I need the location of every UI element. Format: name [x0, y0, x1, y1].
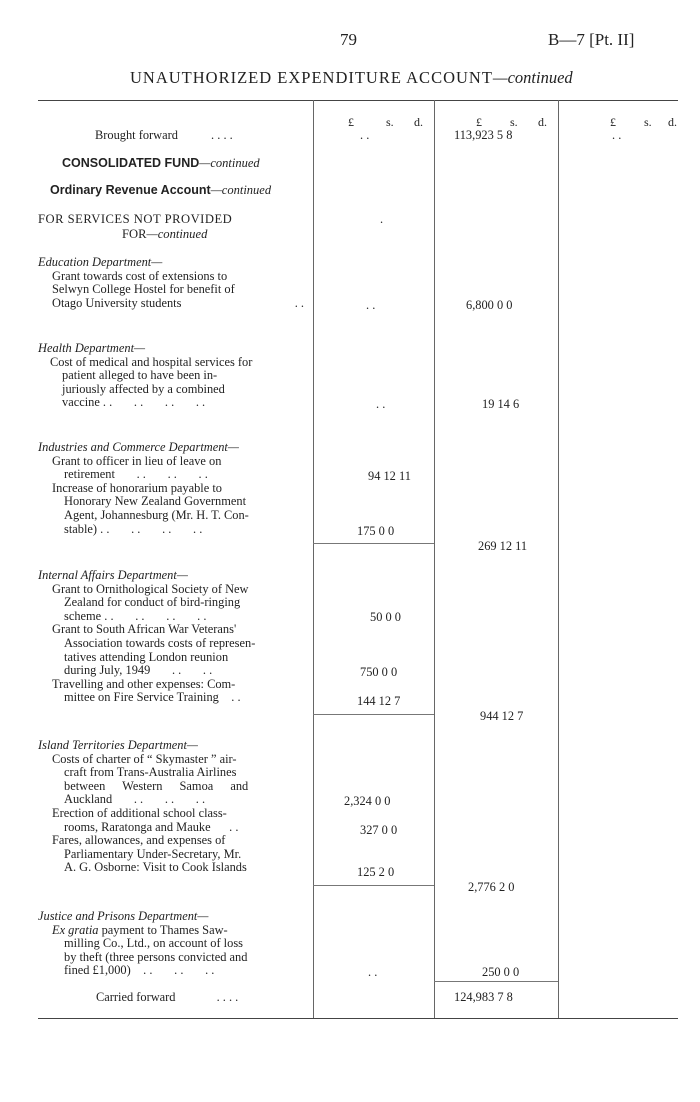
health-dept: Health Department— — [38, 341, 146, 355]
justice-item-1 — [38, 924, 304, 978]
justice-item1-line-4: fined £1,000) . . . . . . — [64, 963, 215, 978]
consolidated-fund-heading — [62, 156, 260, 171]
internal-item1-line-2: Zealand for conduct of bird-ringing — [64, 595, 241, 610]
island-item3-line-2: Parliamentary Under-Secretary, Mr. — [64, 846, 242, 861]
education-line-3: Otago University students — [52, 295, 182, 310]
internal-item2-line-4: during July, 1949 . . . . — [64, 663, 213, 678]
services-heading-line1: FOR SERVICES NOT PROVIDED — [38, 212, 233, 226]
island-dept: Island Territories Department— — [38, 738, 198, 752]
industries-item2-line-1: Increase of honorarium payable to — [52, 480, 222, 495]
industries-item-2 — [38, 482, 304, 536]
page-reference: B—7 [Pt. II] — [548, 30, 635, 49]
justice-col2: 250 0 0 — [482, 965, 520, 979]
island-item-2 — [38, 807, 304, 834]
top-rule — [38, 100, 678, 101]
education-dots: . . — [294, 295, 304, 310]
internal-section — [38, 569, 304, 705]
education-item — [38, 270, 304, 311]
brought-forward-col2: 113,923 5 8 — [454, 128, 513, 142]
internal-item1-amount: 50 0 0 — [370, 610, 401, 624]
industries-total: 269 12 11 — [478, 539, 528, 553]
industries-section — [38, 441, 304, 536]
col1-pounds-header: £ — [348, 115, 354, 129]
internal-subtotal-rule — [313, 714, 434, 715]
island-item1-amount: 2,324 0 0 — [344, 794, 391, 808]
justice-item1-line-1: payment to Thames Saw- — [101, 922, 228, 937]
col1-shillings-header: s. — [386, 115, 394, 129]
health-col2: 19 14 6 — [482, 397, 520, 411]
island-item2-line-1: Erection of additional school class- — [52, 805, 227, 820]
brought-forward-label: Brought forward — [95, 128, 178, 142]
education-col1: . . — [366, 298, 376, 312]
brought-forward-row — [95, 128, 233, 143]
internal-total: 944 12 7 — [480, 709, 524, 723]
industries-item2-amount: 175 0 0 — [357, 524, 395, 538]
col3-pounds-header: £ — [610, 115, 616, 129]
health-item — [38, 356, 304, 410]
carried-forward-dots: . . . . — [216, 990, 239, 1004]
island-item1-line-2: craft from Trans-Australia Airlines — [64, 765, 237, 780]
island-item3-line-3: A. G. Osborne: Visit to Cook Islands — [64, 860, 247, 875]
internal-item3-line-1: Travelling and other expenses: Com- — [52, 676, 236, 691]
ordinary-revenue-text: Ordinary Revenue Account — [50, 183, 211, 197]
industries-item-1 — [38, 455, 304, 482]
internal-item1-line-1: Grant to Ornithological Society of New — [52, 581, 249, 596]
page-title-text: UNAUTHORIZED EXPENDITURE ACCOUNT — [130, 68, 493, 87]
justice-section — [38, 910, 304, 978]
industries-item2-line-4: stable) . . . . . . . . — [64, 521, 203, 536]
column-divider-3 — [558, 100, 559, 1018]
island-subtotal-rule — [313, 885, 434, 886]
page-title-suffix: —continued — [492, 68, 573, 87]
justice-dept: Justice and Prisons Department— — [38, 909, 209, 923]
industries-item1-amount: 94 12 11 — [368, 469, 411, 483]
bottom-rule — [38, 1018, 678, 1019]
health-line-3: juriously affected by a combined — [62, 381, 225, 396]
internal-item2-line-2: Association towards costs of represen- — [64, 635, 256, 650]
col3-shillings-header: s. — [644, 115, 652, 129]
page-number: 79 — [340, 30, 357, 49]
internal-item3-amount: 144 12 7 — [357, 694, 401, 708]
internal-item2-line-1: Grant to South African War Veterans' — [52, 622, 237, 637]
island-item2-line-2: rooms, Raratonga and Mauke . . — [64, 819, 239, 834]
internal-item2-line-3: tatives attending London reunion — [64, 649, 229, 664]
education-section — [38, 256, 304, 310]
internal-item1-line-3: scheme . . . . . . . . — [64, 608, 207, 623]
services-heading-suffix: —continued — [146, 227, 208, 241]
health-line-2: patient alleged to have been in- — [62, 368, 218, 383]
justice-col1: . . — [368, 965, 378, 979]
col1-pence-header: d. — [414, 115, 423, 129]
justice-item1-line-2: milling Co., Ltd., on account of loss — [64, 936, 243, 951]
page-title — [130, 68, 573, 88]
carried-forward-label: Carried forward — [96, 990, 176, 1004]
col2-shillings-header: s. — [510, 115, 518, 129]
brought-forward-col1: . . — [360, 128, 370, 142]
internal-item2-amount: 750 0 0 — [360, 665, 398, 679]
island-item-3 — [38, 834, 304, 875]
island-section — [38, 739, 304, 875]
education-line-1: Grant towards cost of extensions to — [52, 268, 228, 283]
health-section — [38, 342, 304, 410]
consolidated-fund-suffix: —continued — [199, 156, 260, 170]
brought-forward-dots: . . . . — [211, 128, 233, 142]
column-divider-2 — [434, 100, 435, 1018]
justice-ex-gratia: Ex gratia — [52, 922, 99, 937]
industries-item2-line-3: Agent, Johannesburg (Mr. H. T. Con- — [64, 507, 249, 522]
services-heading-col1: . — [380, 212, 384, 226]
internal-dept: Internal Affairs Department— — [38, 568, 188, 582]
internal-item-3 — [38, 678, 304, 705]
education-line-2: Selwyn College Hostel for benefit of — [52, 282, 235, 297]
internal-item-2 — [38, 623, 304, 677]
health-line-4: vaccine . . . . . . . . — [62, 395, 206, 410]
island-total: 2,776 2 0 — [468, 880, 515, 894]
col3-pence-header: d. — [668, 115, 677, 129]
island-item1-line-4: Auckland . . . . . . — [64, 792, 206, 807]
carried-forward-rule — [434, 981, 558, 982]
island-item1-line-1: Costs of charter of “ Skymaster ” air- — [52, 751, 237, 766]
col2-pounds-header: £ — [476, 115, 482, 129]
island-item3-line-1: Fares, allowances, and expenses of — [52, 833, 226, 848]
industries-item1-line-1: Grant to officer in lieu of leave on — [52, 453, 222, 468]
consolidated-fund-text: CONSOLIDATED FUND — [62, 156, 200, 170]
island-item2-amount: 327 0 0 — [360, 823, 398, 837]
column-divider-1 — [313, 100, 314, 1018]
island-item3-amount: 125 2 0 — [357, 865, 395, 879]
services-heading-for: FOR — [122, 227, 147, 241]
industries-subtotal-rule — [313, 543, 434, 544]
education-dept: Education Department— — [38, 255, 163, 269]
col2-pence-header: d. — [538, 115, 547, 129]
industries-item2-line-2: Honorary New Zealand Government — [64, 494, 247, 509]
internal-item-1 — [38, 583, 304, 624]
industries-dept: Industries and Commerce Department— — [38, 440, 239, 454]
carried-forward-row — [96, 990, 238, 1005]
ordinary-revenue-heading — [50, 183, 271, 198]
justice-item1-line-1-row — [52, 924, 304, 938]
carried-forward-col2: 124,983 7 8 — [454, 990, 513, 1004]
education-line-3-row — [52, 297, 304, 311]
industries-item1-line-2: retirement . . . . . . — [64, 467, 208, 482]
ordinary-revenue-suffix: —continued — [210, 183, 272, 197]
island-item1-line-3: between Western Samoa and — [64, 778, 249, 793]
justice-item1-line-3: by theft (three persons convicted and — [64, 949, 248, 964]
services-heading-line2 — [122, 227, 207, 242]
brought-forward-col3: . . — [612, 128, 622, 142]
island-item-1 — [38, 753, 304, 807]
health-col1: . . — [376, 397, 386, 411]
internal-item3-line-2: mittee on Fire Service Training . . — [64, 690, 241, 705]
education-col2: 6,800 0 0 — [466, 298, 513, 312]
health-line-1: Cost of medical and hospital services for — [50, 354, 253, 369]
